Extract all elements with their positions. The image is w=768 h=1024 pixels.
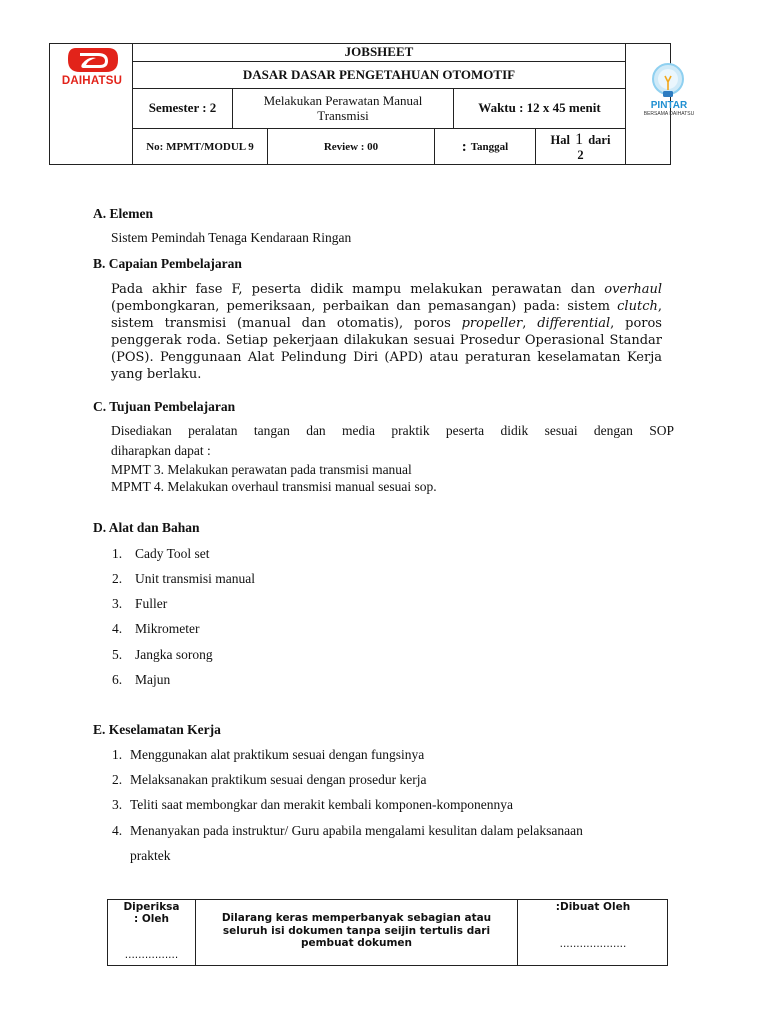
topic-cell [233,89,453,128]
list-number: 4. [112,823,123,838]
section-c-line-2: diharapkan dapat : [111,443,211,458]
page-count-cell [536,129,625,165]
list-item [112,672,171,688]
diperiksa-line-2: : Oleh [134,913,169,925]
list-number: 2. [112,571,123,586]
b-text-4: , [522,316,538,331]
b-text-3: , sistem transmisi (manual dan otomatis), poros [111,299,662,331]
list-number: 3. [112,797,123,812]
b-text-5: , poros penggerak roda. Setiap pekerjaan dilakukan sesuai Prosedur Operasional Standar (POS). Penggunaan Alat Pelindung Diri (APD) atau peraturan keselamatan Kerja yang berlaku. [111,316,662,382]
tanggal-colon: : [461,138,467,155]
header-table [49,43,695,165]
section-e-title: E. Keselamatan Kerja [93,722,221,737]
semester-cell: Semester : 2 [148,100,217,116]
tanggal-label: Tanggal [470,140,509,153]
pintar-tagline: BERSAMA DAIHATSU [643,111,695,117]
dibuat-label: :Dibuat Oleh [555,901,631,913]
section-a-title: A. Elemen [93,206,153,221]
list-text: Jangka sorong [135,647,213,662]
list-number: 6. [112,672,123,687]
list-item [112,546,210,562]
lightbulb-icon [646,62,690,102]
b-italic-overhaul: overhaul [604,282,662,297]
section-c-title: C. Tujuan Pembelajaran [93,399,236,414]
list-number: 1. [112,546,123,561]
review-cell: Review : 00 [323,140,379,153]
hal-number: 1 [575,131,584,149]
list-text: Fuller [135,596,168,611]
list-item [112,747,425,763]
list-number: 1. [112,747,123,762]
list-text: Cady Tool set [135,546,210,561]
section-b-paragraph [111,281,662,383]
jobsheet-title: JOBSHEET [344,44,414,60]
section-c-line-3: MPMT 3. Melakukan perawatan pada transmisi manual [111,462,412,477]
warning-line-2: seluruh isi dokumen tanpa seijin tertulis dari [222,924,491,937]
list-text: Teliti saat membongkar dan merakit kembali komponen-komponennya [130,797,513,812]
hal-dari: dari [588,133,611,148]
b-italic-propeller: propeller [461,316,523,331]
topic-line-2: Transmisi [317,107,369,123]
section-c-line-1: Disediakan peralatan tangan dan media praktik peserta didik sesuai dengan SOP [111,423,674,438]
b-italic-differential: differential [537,316,611,331]
section-c-line-4: MPMT 4. Melakukan overhaul transmisi manual sesuai sop. [111,479,437,494]
daihatsu-wordmark: DAIHATSU [61,75,123,87]
list-number: 3. [112,596,123,611]
hal-total: 2 [577,147,584,162]
list-text: Unit transmisi manual [135,571,255,586]
page-count-line [551,131,611,149]
diperiksa-label [108,901,195,925]
module-number-cell: No: MPMT/MODUL 9 [146,140,254,153]
list-number: 2. [112,772,123,787]
topic-line-1: Melakukan Perawatan Manual [263,93,423,109]
pintar-wordmark: PINTAR [650,100,688,111]
list-text: Menggunakan alat praktikum sesuai dengan fungsinya [130,747,425,762]
list-item [112,823,583,839]
copyright-warning [196,912,517,950]
warning-line-3: pembuat dokumen [300,937,413,949]
pintar-logo [638,62,700,124]
b-italic-clutch: clutch [617,299,658,314]
list-item [112,647,213,663]
list-item [112,797,513,813]
waktu-cell: Waktu : 12 x 45 menit [478,100,601,116]
section-a-text: Sistem Pemindah Tenaga Kendaraan Ringan [111,230,352,245]
list-text: Melaksanakan praktikum sesuai dengan prosedur kerja [130,772,427,787]
list-item [112,772,427,788]
section-d-title: D. Alat dan Bahan [93,520,200,535]
diperiksa-signature-line: ................ [124,949,179,961]
footer-table [107,899,668,966]
list-text: Menanyakan pada instruktur/ Guru apabila mengalami kesulitan dalam pelaksanaan [130,823,583,838]
daihatsu-logo [58,46,126,92]
list-text: Mikrometer [135,621,200,636]
list-item [112,621,200,637]
b-text-1: Pada akhir fase F, peserta didik mampu melakukan perawatan dan [111,282,605,297]
jobsheet-subtitle: DASAR DASAR PENGETAHUAN OTOMOTIF [242,66,516,82]
section-b-title: B. Capaian Pembelajaran [93,256,242,271]
warning-line-1: Dilarang keras memperbanyak sebagian atau [221,912,492,924]
diperiksa-line-1: Diperiksa [123,901,180,913]
hal-label: Hal [550,133,570,148]
list-number: 4. [112,621,123,636]
list-item [112,596,168,612]
list-item [112,571,255,587]
dibuat-signature-line: .................... [559,938,627,950]
list-item-continuation: praktek [130,848,171,863]
b-text-2: (pembongkaran, pemeriksaan, perbaikan dan pemasangan) pada: sistem [111,299,618,314]
daihatsu-emblem-icon [58,46,126,76]
tanggal-cell [435,129,535,165]
list-text: Majun [135,672,171,687]
list-number: 5. [112,647,123,662]
